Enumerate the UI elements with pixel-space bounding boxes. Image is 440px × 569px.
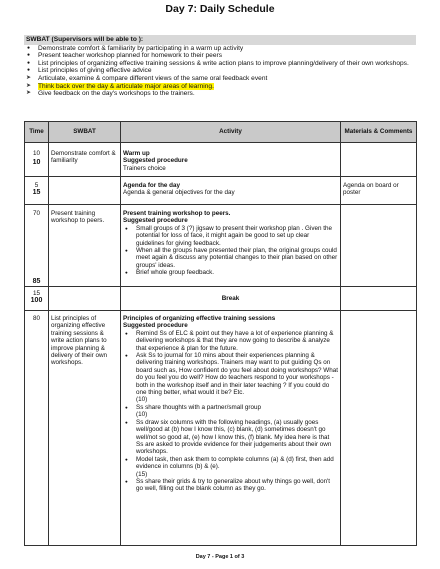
materials-cell <box>341 287 417 311</box>
break-cell: Break <box>121 287 341 311</box>
objective-item: ● Present teacher workshop planned for homework to their peers <box>24 52 416 60</box>
materials-cell <box>341 143 417 177</box>
objective-item: ● List principles of giving effective advice <box>24 67 416 75</box>
time-cell: 10 10 <box>25 143 49 177</box>
objective-item: ● List principles of organizing effective training sessions & write action plans to improve planning/delivery of their own workshops. <box>24 60 416 68</box>
col-header-materials: Materials & Comments <box>341 122 417 143</box>
objective-item: ● Demonstrate comfort & familiarity by participating in a warm up activity <box>24 45 416 53</box>
table-header-row <box>25 122 417 143</box>
swbat-section <box>24 35 416 98</box>
procedure-list <box>123 404 338 411</box>
table-row <box>25 311 417 546</box>
activity-cell <box>121 205 341 287</box>
list-item: ● Ss share thoughts with a partner/small group <box>123 404 338 411</box>
list-item: ● Ask Ss to journal for 10 mins about their experiences planning & delivering training workshops. Trainers may want to put guiding Qs on board such as, How confident do you feel about doing workshops? What do you feel you do well? How do teachers respond to your workshops - both in the workshop itself and in their later teaching ? If you could do one thing better, what would it be? Etc. <box>123 352 338 396</box>
list-item: ● Ss draw six columns with the following headings, (a) usually goes well/good at (b) how I know this, (c) blank, (d) sometimes doesn't go well/not so good at, (e) how I know this, (f) blank. My idea here is that Ss are asked to provide evidence for their judgements about their own workshops. <box>123 419 338 456</box>
page-footer: Day 7 - Page 1 of 3 <box>195 554 245 560</box>
objective-item-highlighted: ➤ Think back over the day & articulate major areas of learning. <box>24 83 416 91</box>
swbat-cell <box>49 287 121 311</box>
time-cell: 80 <box>25 311 49 546</box>
procedure-list <box>123 419 338 471</box>
table-row <box>25 177 417 205</box>
activity-heading: Warm up <box>123 150 150 157</box>
col-header-time: Time <box>25 122 49 143</box>
materials-cell <box>341 311 417 546</box>
table-row <box>25 205 417 287</box>
activity-heading: Present training workshop to peers. <box>123 210 231 217</box>
swbat-cell: Demonstrate comfort & familiarity <box>49 143 121 177</box>
materials-cell: Agenda on board or poster <box>341 177 417 205</box>
swbat-cell: List principles of organizing effective training sessions & write action plans to improve planning & delivery of their own workshops. <box>49 311 121 546</box>
duration-note: (10) <box>136 411 148 419</box>
activity-cell <box>121 143 341 177</box>
activity-cell <box>121 177 341 205</box>
procedure-list <box>123 478 338 493</box>
activity-text: Trainers choice <box>123 164 166 172</box>
swbat-cell <box>49 177 121 205</box>
table-row-break <box>25 287 417 311</box>
activity-subheading: Suggested procedure <box>123 217 188 225</box>
time-cell: 70 85 <box>25 205 49 287</box>
objectives-list <box>24 45 416 98</box>
table-row <box>25 143 417 177</box>
col-header-swbat: SWBAT <box>49 122 121 143</box>
list-item: ● When all the groups have presented their plan, the original groups could meet again & discuss any potential changes to their plan based on other groups' ideas. <box>123 247 338 269</box>
activity-text: Agenda & general objectives for the day <box>123 189 235 197</box>
objective-item: ➤ Articulate, examine & compare different views of the same oral feedback event <box>24 75 416 83</box>
activity-heading: Agenda for the day <box>123 182 181 189</box>
activity-heading: Principles of organizing effective training sessions <box>123 315 276 322</box>
activity-subheading: Suggested procedure <box>123 322 188 330</box>
activity-cell <box>121 311 341 546</box>
objective-item: ➤ Give feedback on the day's workshops to the trainers. <box>24 90 416 98</box>
duration-note: (15) <box>136 470 148 478</box>
procedure-list <box>123 330 338 397</box>
procedure-list <box>123 225 338 277</box>
list-item: ● Remind Ss of ELC & point out they have a lot of experience planning & delivering workshops & that they are now going to describe & analyze that experience & plan for the future. <box>123 330 338 352</box>
materials-cell <box>341 205 417 287</box>
list-item: ● Brief whole group feedback. <box>123 269 338 276</box>
page-title: Day 7: Daily Schedule <box>165 3 275 15</box>
list-item: ● Ss share their grids & try to generalize about why things go well, don't go well, filling out the blank column as they go. <box>123 478 338 493</box>
swbat-heading: SWBAT (Supervisors will be able to ): <box>24 35 416 45</box>
duration-note: (10) <box>136 396 148 404</box>
list-item: ● Small groups of 3 (?) jigsaw to present their workshop plan . Given the potential for loss of face, it might again be good to set up clear guidelines for giving feedback. <box>123 225 338 247</box>
time-cell: 5 15 <box>25 177 49 205</box>
swbat-cell: Present training workshop to peers. <box>49 205 121 287</box>
col-header-activity: Activity <box>121 122 341 143</box>
activity-subheading: Suggested procedure <box>123 157 188 165</box>
time-cell: 15 100 <box>25 287 49 311</box>
list-item: ● Model task, then ask them to complete columns (a) & (d) first, then add evidence in columns (b) & (e). <box>123 456 338 471</box>
schedule-table <box>24 121 417 546</box>
